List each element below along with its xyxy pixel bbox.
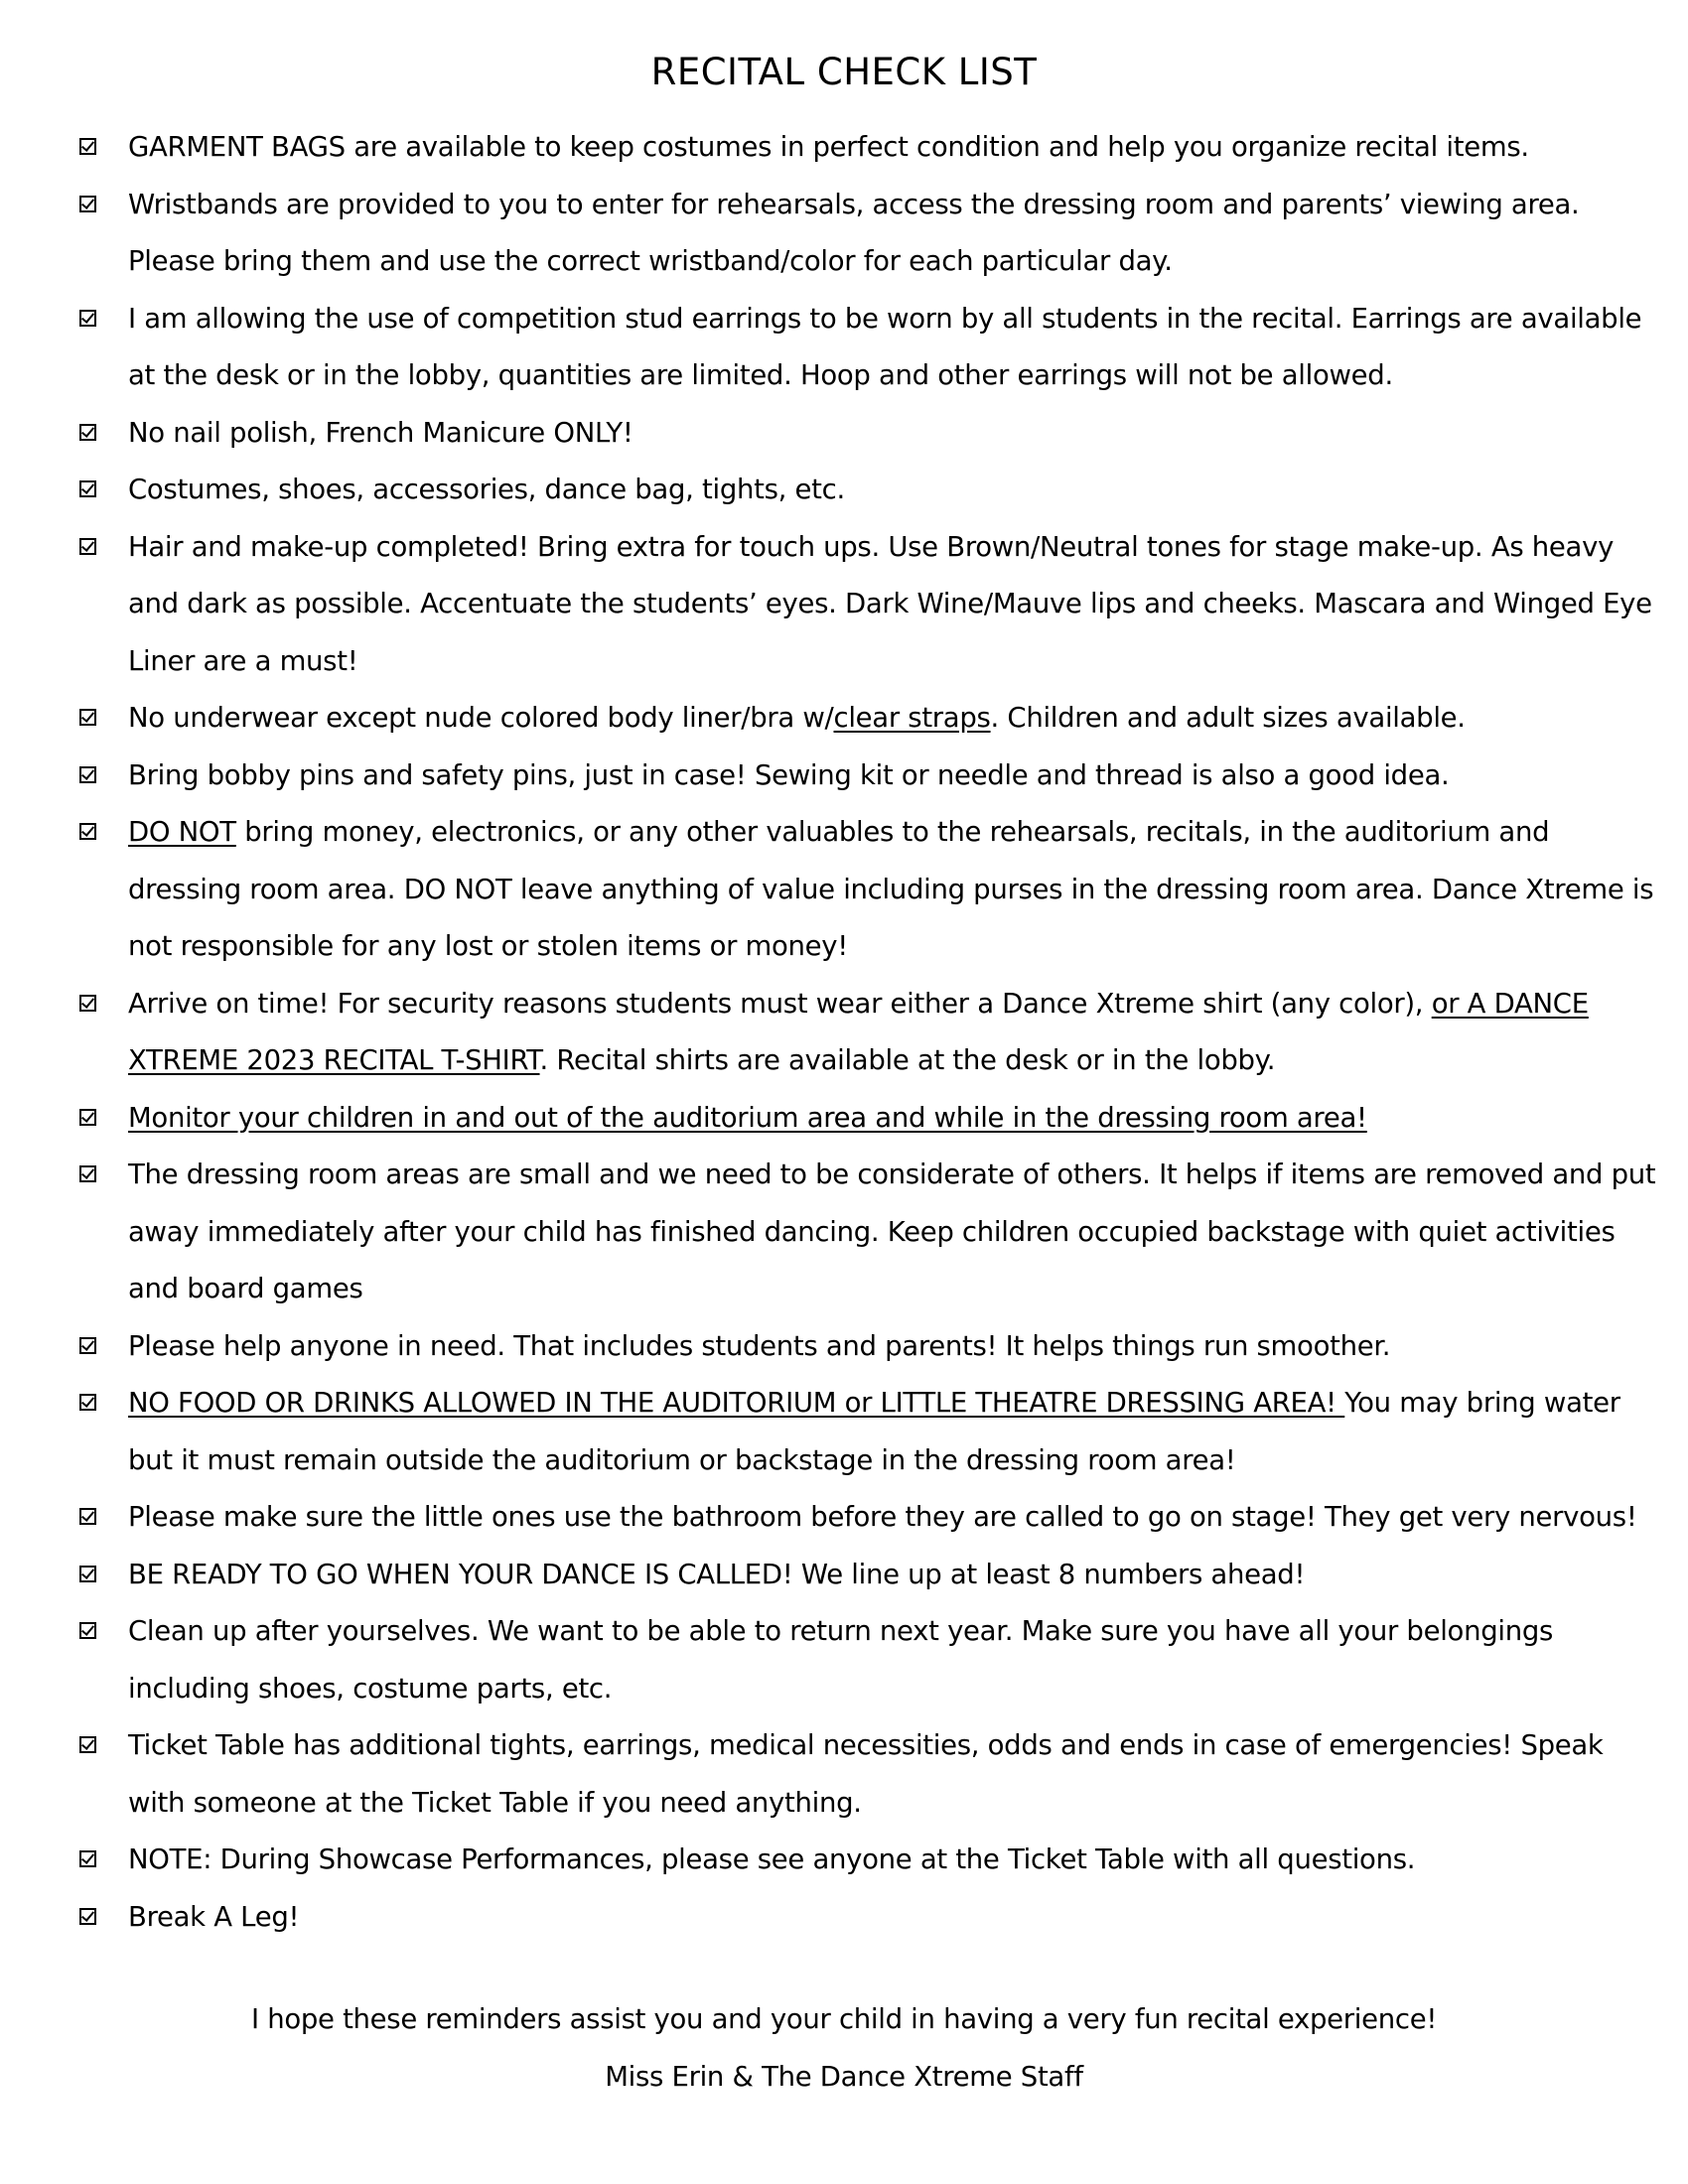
checklist-item (0, 1832, 1688, 1889)
item-text: BE READY TO GO WHEN YOUR DANCE IS CALLED! We line up at least 8 numbers ahead! (128, 1558, 1306, 1590)
checkbox-checked-icon (79, 538, 96, 555)
checkbox-checked-icon (79, 1508, 96, 1525)
checklist-item (0, 1603, 1688, 1717)
checkbox-checked-icon (79, 1394, 96, 1411)
checkbox-checked-icon (79, 1165, 96, 1182)
checklist-item (0, 119, 1688, 177)
item-text: Please help anyone in need. That includes students and parents! It helps things run smoother. (128, 1329, 1391, 1362)
item-text: Ticket Table has additional tights, earrings, medical necessities, odds and ends in case of emergencies! Speak with someone at the Ticket Table if you need anything. (128, 1729, 1604, 1819)
item-text: GARMENT BAGS are available to keep costumes in perfect condition and help you organize recital items. (128, 131, 1529, 163)
checkbox-checked-icon (79, 1337, 96, 1354)
checkbox-checked-icon (79, 424, 96, 441)
item-underlined-text: DO NOT (128, 816, 236, 848)
item-underlined-text: or A DANCE XTREME 2023 RECITAL T-SHIRT (128, 987, 1589, 1076)
item-text: The dressing room areas are small and we need to be considerate of others. It helps if items are removed and put away immediately after your child has finished dancing. Keep children occupied backstage with quiet activities and board games (128, 1159, 1656, 1304)
checklist-item (0, 1147, 1688, 1318)
checklist-item (0, 976, 1688, 1090)
checkbox-checked-icon (79, 995, 96, 1012)
checklist-item (0, 519, 1688, 691)
item-text: Please make sure the little ones use the bathroom before they are called to go on stage! They get very nervous! (128, 1501, 1637, 1533)
checkbox-checked-icon (79, 1736, 96, 1753)
item-text: Clean up after yourselves. We want to be able to return next year. Make sure you have all your belongings including shoes, costume parts, etc. (128, 1615, 1554, 1705)
checkbox-checked-icon (79, 1622, 96, 1639)
checklist-item (0, 1547, 1688, 1604)
item-text: bring money, electronics, or any other valuables to the rehearsals, recitals, in the auditorium and dressing room area. DO NOT leave anything of value including purses in the dressing room area. Dance Xtreme is not responsible for any lost or stolen items or money! (128, 816, 1654, 962)
item-text: You may bring water but it must remain outside the auditorium or backstage in the dressing room area! (128, 1387, 1620, 1476)
checklist-item (0, 1090, 1688, 1148)
item-underlined-text: NO FOOD OR DRINKS ALLOWED IN THE AUDITORIUM or LITTLE THEATRE DRESSING AREA! (128, 1387, 1345, 1419)
checkbox-checked-icon (79, 1908, 96, 1925)
checklist-item (0, 1717, 1688, 1832)
closing-message: I hope these reminders assist you and your child in having a very fun recital experience! (250, 2003, 1438, 2035)
checklist (0, 119, 1688, 1946)
signature-line: Miss Erin & The Dance Xtreme Staff (605, 2061, 1083, 2093)
item-text: I am allowing the use of competition stud earrings to be worn by all students in the recital. Earrings are available at the desk or in the lobby, quantities are limited. Hoop and other earrings will not be allowed. (128, 302, 1642, 391)
item-text: Bring bobby pins and safety pins, just in case! Sewing kit or needle and thread is also a good idea. (128, 758, 1450, 791)
item-text: NOTE: During Showcase Performances, please see anyone at the Ticket Table with all questions. (128, 1843, 1416, 1875)
item-underlined-text: clear straps (833, 702, 991, 734)
item-text: Break A Leg! (128, 1900, 300, 1933)
checklist-item (0, 1489, 1688, 1547)
checklist-item (0, 1375, 1688, 1489)
item-text: . Recital shirts are available at the desk or in the lobby. (539, 1044, 1276, 1076)
item-underlined-text: Monitor your children in and out of the auditorium area and while in the dressing room area! (128, 1101, 1367, 1134)
checkbox-checked-icon (79, 196, 96, 212)
item-text: Arrive on time! For security reasons students must wear either a Dance Xtreme shirt (any color), (128, 987, 1432, 1020)
item-text: Costumes, shoes, accessories, dance bag, tights, etc. (128, 474, 845, 505)
checklist-item (0, 291, 1688, 405)
checkbox-checked-icon (79, 138, 96, 155)
checklist-item (0, 690, 1688, 748)
checklist-item (0, 1889, 1688, 1947)
item-text: . Children and adult sizes available. (990, 702, 1466, 734)
checklist-item (0, 1318, 1688, 1376)
checkbox-checked-icon (79, 310, 96, 327)
item-text: Wristbands are provided to you to enter for rehearsals, access the dressing room and parents’ viewing area. Please bring them and use the correct wristband/color for each particular day. (128, 188, 1580, 277)
item-text: No underwear except nude colored body liner/bra w/ (128, 702, 834, 734)
checkbox-checked-icon (79, 823, 96, 840)
checklist-item (0, 462, 1688, 519)
page-title: RECITAL CHECK LIST (650, 51, 1038, 93)
checkbox-checked-icon (79, 766, 96, 783)
checkbox-checked-icon (79, 1850, 96, 1867)
checklist-item (0, 177, 1688, 291)
checkbox-checked-icon (79, 1109, 96, 1126)
item-text: No nail polish, French Manicure ONLY! (128, 416, 633, 449)
checklist-item (0, 748, 1688, 805)
checklist-item (0, 804, 1688, 976)
checkbox-checked-icon (79, 480, 96, 497)
item-text: Hair and make-up completed! Bring extra for touch ups. Use Brown/Neutral tones for stage make-up. As heavy and dark as possible. Accentuate the students’ eyes. Dark Wine/Mauve lips and cheeks. Mascara and Winged Eye Liner are a must! (128, 530, 1652, 677)
checkbox-checked-icon (79, 1566, 96, 1582)
checkbox-checked-icon (79, 709, 96, 726)
checklist-item (0, 405, 1688, 463)
